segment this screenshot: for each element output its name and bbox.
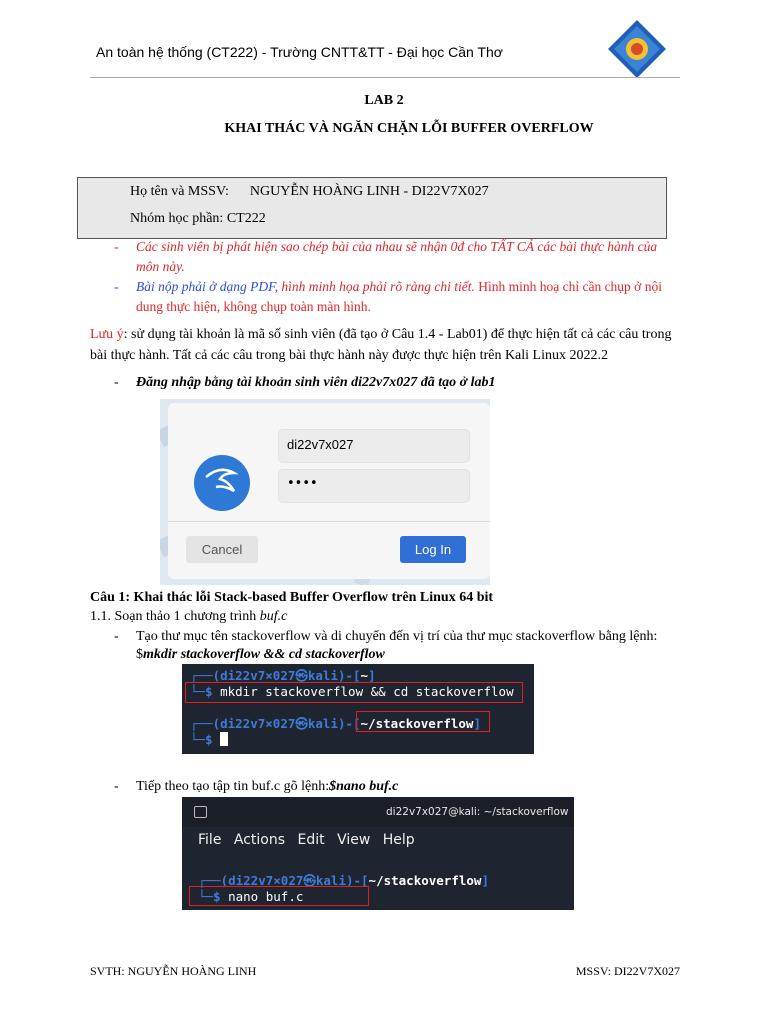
rule-copying-cont: môn này.: [136, 259, 185, 274]
lab-title: LAB 2: [364, 93, 404, 108]
student-name-line: [130, 184, 489, 200]
prompt-user: di22v7×027㉿kali: [220, 668, 338, 683]
terminal-menubar: [198, 832, 415, 848]
group-line: [130, 211, 266, 227]
terminal-screenshot-2: [182, 797, 574, 910]
step2-line: [136, 776, 398, 797]
question1-subtitle: [90, 606, 287, 627]
header-text: An toàn hệ thống (CT222) - Trường CNTT&TT - Đại học Cần Thơ: [96, 44, 503, 60]
prompt-dir: ~: [360, 668, 369, 683]
dialog-divider: [168, 521, 490, 522]
terminal2-prompt-dir: ~/stackoverflow: [368, 873, 482, 888]
kali-dragon-icon: [194, 455, 250, 511]
username-value: di22v7x027: [287, 437, 354, 452]
university-logo: [606, 18, 668, 80]
command-line-2: └─$: [190, 732, 228, 747]
terminal2-prompt-user: di22v7×027㉿kali: [228, 873, 346, 888]
question1-title: Câu 1: Khai thác lỗi Stack-based Buffer Overflow trên Linux 64 bit: [90, 590, 494, 605]
highlight-box-nano: [189, 886, 369, 906]
login-screenshot: [160, 399, 490, 585]
menu-view[interactable]: View: [337, 832, 371, 848]
terminal-command: mkdir stackoverflow && cd stackoverflow: [220, 684, 514, 699]
password-field[interactable]: [278, 469, 470, 503]
student-info-box: [77, 177, 667, 239]
group-value: CT222: [226, 211, 266, 226]
terminal-titlebar: [182, 797, 574, 827]
group-label: Nhóm học phần:: [130, 211, 224, 226]
prompt-line-1: ┌──(di22v7×027㉿kali)-[~]: [190, 668, 376, 683]
name-value: NGUYỄN HOÀNG LINH - DI22V7X027: [249, 184, 489, 199]
footer-student: SVTH: NGUYỄN HOÀNG LINH: [90, 964, 257, 978]
terminal-cursor: [220, 732, 228, 746]
prompt-line-2: ┌──(di22v7×027㉿kali)-[~/stackoverflow]: [190, 716, 481, 731]
note-text1: : sử dụng tài khoản là mã số sinh viên (đã tạo ở Câu 1.4 - Lab01) để thực hiện tất cả các câu trong: [123, 327, 672, 342]
subtitle-text: 1.1. Soạn thảo 1 chương trình: [90, 609, 260, 624]
note-line2: bài thực hành. Tất cả các câu trong bài thực hành này được thực hiện trên Kali Linux 2022.2: [90, 348, 608, 363]
name-label: Họ tên và MSSV:: [130, 184, 229, 199]
note-label: Lưu ý: [90, 327, 124, 342]
prompt-user-2: di22v7×027㉿kali: [220, 716, 338, 731]
rule-pdf: [136, 279, 662, 295]
step1-line2: [136, 644, 385, 665]
highlight-box-dir: [356, 711, 490, 732]
rule-pdf-cont: dung thực hiện, không chụp toàn màn hình.: [136, 299, 371, 314]
menu-file[interactable]: File: [198, 832, 222, 848]
terminal2-prompt-line: ┌──(di22v7×027㉿kali)-[~/stackoverflow]: [198, 873, 489, 888]
step2-command: $nano buf.c: [329, 779, 399, 794]
terminal-window-title: di22v7x027@kali: ~/stackoverflow: [386, 806, 569, 818]
password-value: ••••: [287, 476, 318, 491]
note-line1: [90, 324, 690, 345]
cancel-button[interactable]: Cancel: [186, 536, 258, 563]
subtitle-file: buf.c: [259, 609, 288, 624]
terminal-window-icon: [194, 806, 207, 818]
username-field[interactable]: [278, 429, 470, 463]
step1-command: mkdir stackoverflow && cd stackoverflow: [143, 647, 385, 662]
command-line-1: └─$ mkdir stackoverflow && cd stackoverflow: [190, 684, 514, 699]
terminal-screenshot-1: [182, 664, 534, 754]
terminal2-command: nano buf.c: [228, 889, 304, 904]
rule-copying: Các sinh viên bị phát hiện sao chép bài của nhau sẽ nhận 0đ cho TẤT CẢ các bài thực hành của: [136, 239, 658, 254]
rule-pdf-a: Bài nộp phải ở dạng PDF: [136, 279, 275, 294]
footer-student-id: MSSV: DI22V7X027: [575, 964, 680, 978]
menu-edit[interactable]: Edit: [297, 832, 325, 848]
prompt-dir-2: ~/stackoverflow: [360, 716, 474, 731]
rule-pdf-c: Hình minh hoạ chỉ cần chụp ở nội: [474, 279, 662, 294]
rule-pdf-b: , hình minh họa phải rõ ràng chi tiết.: [274, 279, 475, 294]
menu-actions[interactable]: Actions: [233, 832, 286, 848]
lab-main-title: KHAI THÁC VÀ NGĂN CHẶN LỖI BUFFER OVERFLOW: [224, 121, 594, 136]
login-instruction: Đăng nhập bằng tài khoản sinh viên di22v7x027 đã tạo ở lab1: [136, 375, 496, 390]
terminal2-command-line: └─$ nano buf.c: [198, 889, 304, 904]
login-dialog: [168, 403, 490, 579]
menu-help[interactable]: Help: [382, 832, 415, 848]
header-divider: [90, 77, 680, 78]
step2-text: Tiếp theo tạo tập tin buf.c gõ lệnh:: [136, 779, 330, 794]
login-button[interactable]: Log In: [400, 536, 466, 563]
highlight-box-command: [185, 682, 523, 703]
step1-line1: Tạo thư mục tên stackoverflow và di chuyển đến vị trí của thư mục stackoverflow bằng lệnh:: [136, 629, 658, 644]
step1-dollar: $: [136, 647, 143, 662]
